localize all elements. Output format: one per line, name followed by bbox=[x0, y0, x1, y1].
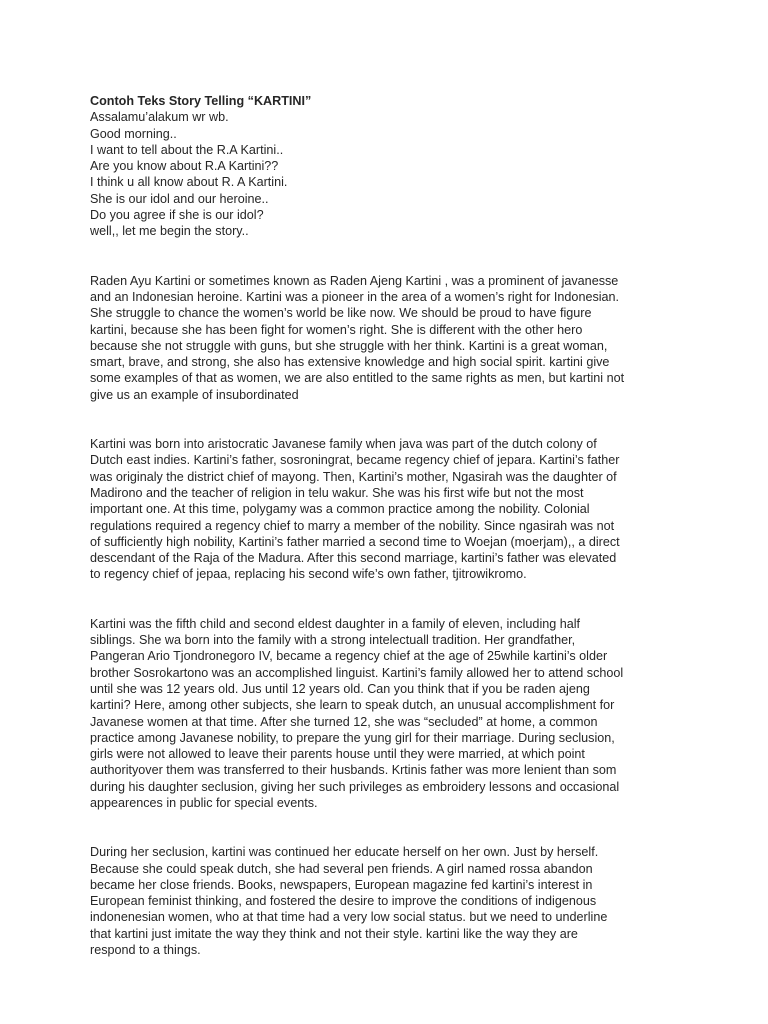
paragraph-line: brother Sosrokartono was an accomplished linguist. Kartini’s family allowed her to attend school bbox=[90, 665, 624, 680]
paragraph-line: appearences in public for special events. bbox=[90, 795, 318, 810]
paragraph-line: siblings. She wa born into the family with a strong intelectuall tradition. Her grandfather, bbox=[90, 633, 576, 648]
paragraph-line: girls were not allowed to leave their parents house until they were married, at which point bbox=[90, 747, 585, 762]
paragraph-line: Dutch east indies. Kartini’s father, sosroningrat, became regency chief of jepara. Kartini’s father bbox=[90, 453, 620, 468]
paragraph-line: During her seclusion, kartini was continued her educate herself on her own. Just by herself. bbox=[90, 845, 599, 860]
paragraph-line: She struggle to chance the women’s world be like now. We should be proud to have figure bbox=[90, 306, 592, 321]
paragraph-line: Raden Ayu Kartini or sometimes known as Raden Ajeng Kartini , was a prominent of javanesse bbox=[90, 273, 619, 288]
paragraph-line: give us an example of insubordinated bbox=[90, 387, 299, 402]
paragraph-line: that kartini just imitate the way they think and not their style. kartini like the way they are bbox=[90, 926, 578, 941]
intro-line: Assalamu’alakum wr wb. bbox=[90, 110, 229, 125]
intro-line: I want to tell about the R.A Kartini.. bbox=[90, 142, 284, 157]
intro-line: well,, let me begin the story.. bbox=[90, 224, 249, 239]
paragraph-line: Kartini was the fifth child and second eldest daughter in a family of eleven, including half bbox=[90, 616, 581, 631]
paragraph-seclusion bbox=[90, 844, 690, 958]
paragraph-line: during his daughter seclusion, giving her such privileges as embroidery lessons and occasional bbox=[90, 779, 620, 794]
paragraph-line: Kartini was born into aristocratic Javanese family when java was part of the dutch colony of bbox=[90, 437, 597, 452]
paragraph-line: was originaly the district chief of mayong. Then, Kartini’s mother, Ngasirah was the daughter of bbox=[90, 469, 617, 484]
paragraph-line: of sufficiently high nobility, Kartini’s father married a second time to Woejan (moerjam),, a direct bbox=[90, 534, 620, 549]
paragraph-line: Pangeran Ario Tjondronegoro IV, became a regency chief at the age of 25while kartini’s older bbox=[90, 649, 608, 664]
paragraph-line: to regency chief of jepaa, replacing his second wife’s own father, tjitrowikromo. bbox=[90, 567, 527, 582]
paragraph-family bbox=[90, 616, 690, 812]
intro-line: Are you know about R.A Kartini?? bbox=[90, 159, 279, 174]
paragraph-line: authorityover them was transferred to their husbands. Krtinis father was more lenient than som bbox=[90, 763, 617, 778]
paragraph-line: descendant of the Raja of the Madura. After this second marriage, kartini’s father was elevated bbox=[90, 551, 617, 566]
paragraph-line: Madirono and the teacher of religion in telu wakur. She was his first wife but not the most bbox=[90, 485, 584, 500]
paragraph-line: and an Indonesian heroine. Kartini was a pioneer in the area of a women’s right for Indonesian. bbox=[90, 289, 620, 304]
paragraph-birth bbox=[90, 436, 690, 583]
paragraph-line: became her close friends. Books, newspapers, European magazine fed kartini’s interest in bbox=[90, 877, 593, 892]
greeting-block bbox=[90, 109, 690, 239]
paragraph-line: smart, brave, and strong, she also has extensive knowledge and high social spirit. kartini give bbox=[90, 355, 610, 370]
paragraph-line: regulations required a regency chief to marry a member of the nobility. Since ngasirah was not bbox=[90, 518, 615, 533]
document-page bbox=[90, 93, 690, 958]
paragraph-line: respond to a things. bbox=[90, 943, 201, 958]
intro-line: Do you agree if she is our idol? bbox=[90, 208, 264, 223]
intro-line: Good morning.. bbox=[90, 126, 177, 141]
paragraph-line: because she not struggle with guns, but she struggle with her think. Kartini is a great woman, bbox=[90, 338, 608, 353]
paragraph-line: kartini, because she has been fight for women’s right. She is different with the other hero bbox=[90, 322, 583, 337]
paragraph-line: indonenesian women, who at that time had a very low social status. but we need to underline bbox=[90, 910, 608, 925]
intro-line: She is our idol and our heroine.. bbox=[90, 191, 269, 206]
document-title: Contoh Teks Story Telling “KARTINI” bbox=[90, 94, 312, 108]
paragraph-line: European feminist thinking, and fostered the desire to improve the conditions of indigenous bbox=[90, 894, 597, 909]
paragraph-line: Javanese women at that time. After she turned 12, she was “secluded” at home, a common bbox=[90, 714, 598, 729]
paragraph-line: practice among Javanese nobility, to prepare the yung girl for their marriage. During seclusion, bbox=[90, 730, 615, 745]
paragraph-line: some examples of that as women, we are also entitled to the same rights as men, but kartini not bbox=[90, 371, 625, 386]
intro-line: I think u all know about R. A Kartini. bbox=[90, 175, 288, 190]
paragraph-line: Because she could speak dutch, she had several pen friends. A girl named rossa abandon bbox=[90, 861, 593, 876]
paragraph-line: until she was 12 years old. Jus until 12 years old. Can you think that if you be raden ajeng bbox=[90, 681, 590, 696]
paragraph-line: important one. At this time, polygamy was a common practice among the nobility. Colonial bbox=[90, 502, 590, 517]
paragraph-line: kartini? Here, among other subjects, she learn to speak dutch, an unusual accomplishment for bbox=[90, 698, 615, 713]
paragraph-introduction bbox=[90, 273, 690, 403]
